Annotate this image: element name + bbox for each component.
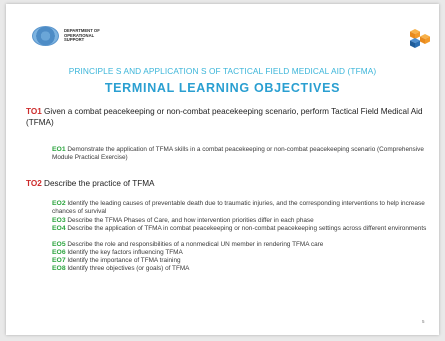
enabling-code: EO8 [52,265,66,272]
enabling-objective-4 [52,225,432,233]
enabling-objective-2 [52,200,432,216]
enabling-objective-7 [52,257,432,265]
enabling-text: Describe the role and responsibilities of a nonmedical UN member in rendering TFMA care [65,241,324,248]
org-name-line-1: DEPARTMENT OF [64,28,100,34]
objective-text: Given a combat peacekeeping or non-combat peacekeeping scenario, perform Tactical Field Medical Aid (TFMA) [26,107,423,127]
objective-code: TO2 [26,179,42,188]
enabling-text: Identify the leading causes of preventable death due to traumatic injuries, and the corresponding interventions to help increase chances of survival [52,200,425,216]
enabling-text: Describe the application of TFMA in combat peacekeeping or non-combat peacekeeping settings across different environments [65,225,427,232]
enabling-code: EO6 [52,249,66,256]
enabling-objective-3 [52,217,432,225]
slide [6,4,439,335]
enabling-objective-6 [52,249,432,257]
enabling-objective-1 [52,146,432,162]
enabling-objective-8 [52,265,432,273]
un-emblem-icon [32,26,59,46]
org-name [64,29,104,43]
enabling-text: Identify the key factors influencing TFMA [65,249,183,256]
enabling-text: Identify three objectives (or goals) of TFMA [65,265,190,272]
enabling-text: Identify the importance of TFMA training [65,257,181,264]
enabling-code: EO5 [52,241,66,248]
page-number: 5 [422,319,425,324]
terminal-objective-1 [26,106,426,128]
enabling-code: EO2 [52,200,66,207]
objective-code: TO1 [26,107,42,116]
enabling-code: EO7 [52,257,66,264]
objective-text: Describe the practice of TFMA [41,179,155,188]
org-name-line-2: OPERATIONAL [64,32,95,38]
enabling-text: Describe the TFMA Phases of Care, and how intervention priorities differ in each phase [65,217,314,224]
enabling-code: EO4 [52,225,66,232]
slide-title: TERMINAL LEARNING OBJECTIVES [104,81,341,95]
un-dos-logo [32,26,104,46]
enabling-code: EO3 [52,217,66,224]
terminal-objective-2 [26,178,426,189]
cubes-icon [409,28,431,48]
org-name-line-3: SUPPORT [64,37,85,43]
enabling-text: Demonstrate the application of TFMA skills in a combat peacekeeping or non-combat peacekeeping scenario (Comprehensive Module Practical Exercise) [52,146,424,162]
enabling-code: EO1 [52,146,66,153]
course-subtitle: PRINCIPLE S AND APPLICATION S OF TACTICAL FIELD MEDICAL AID (TFMA) [68,66,377,76]
enabling-objective-5 [52,241,432,249]
